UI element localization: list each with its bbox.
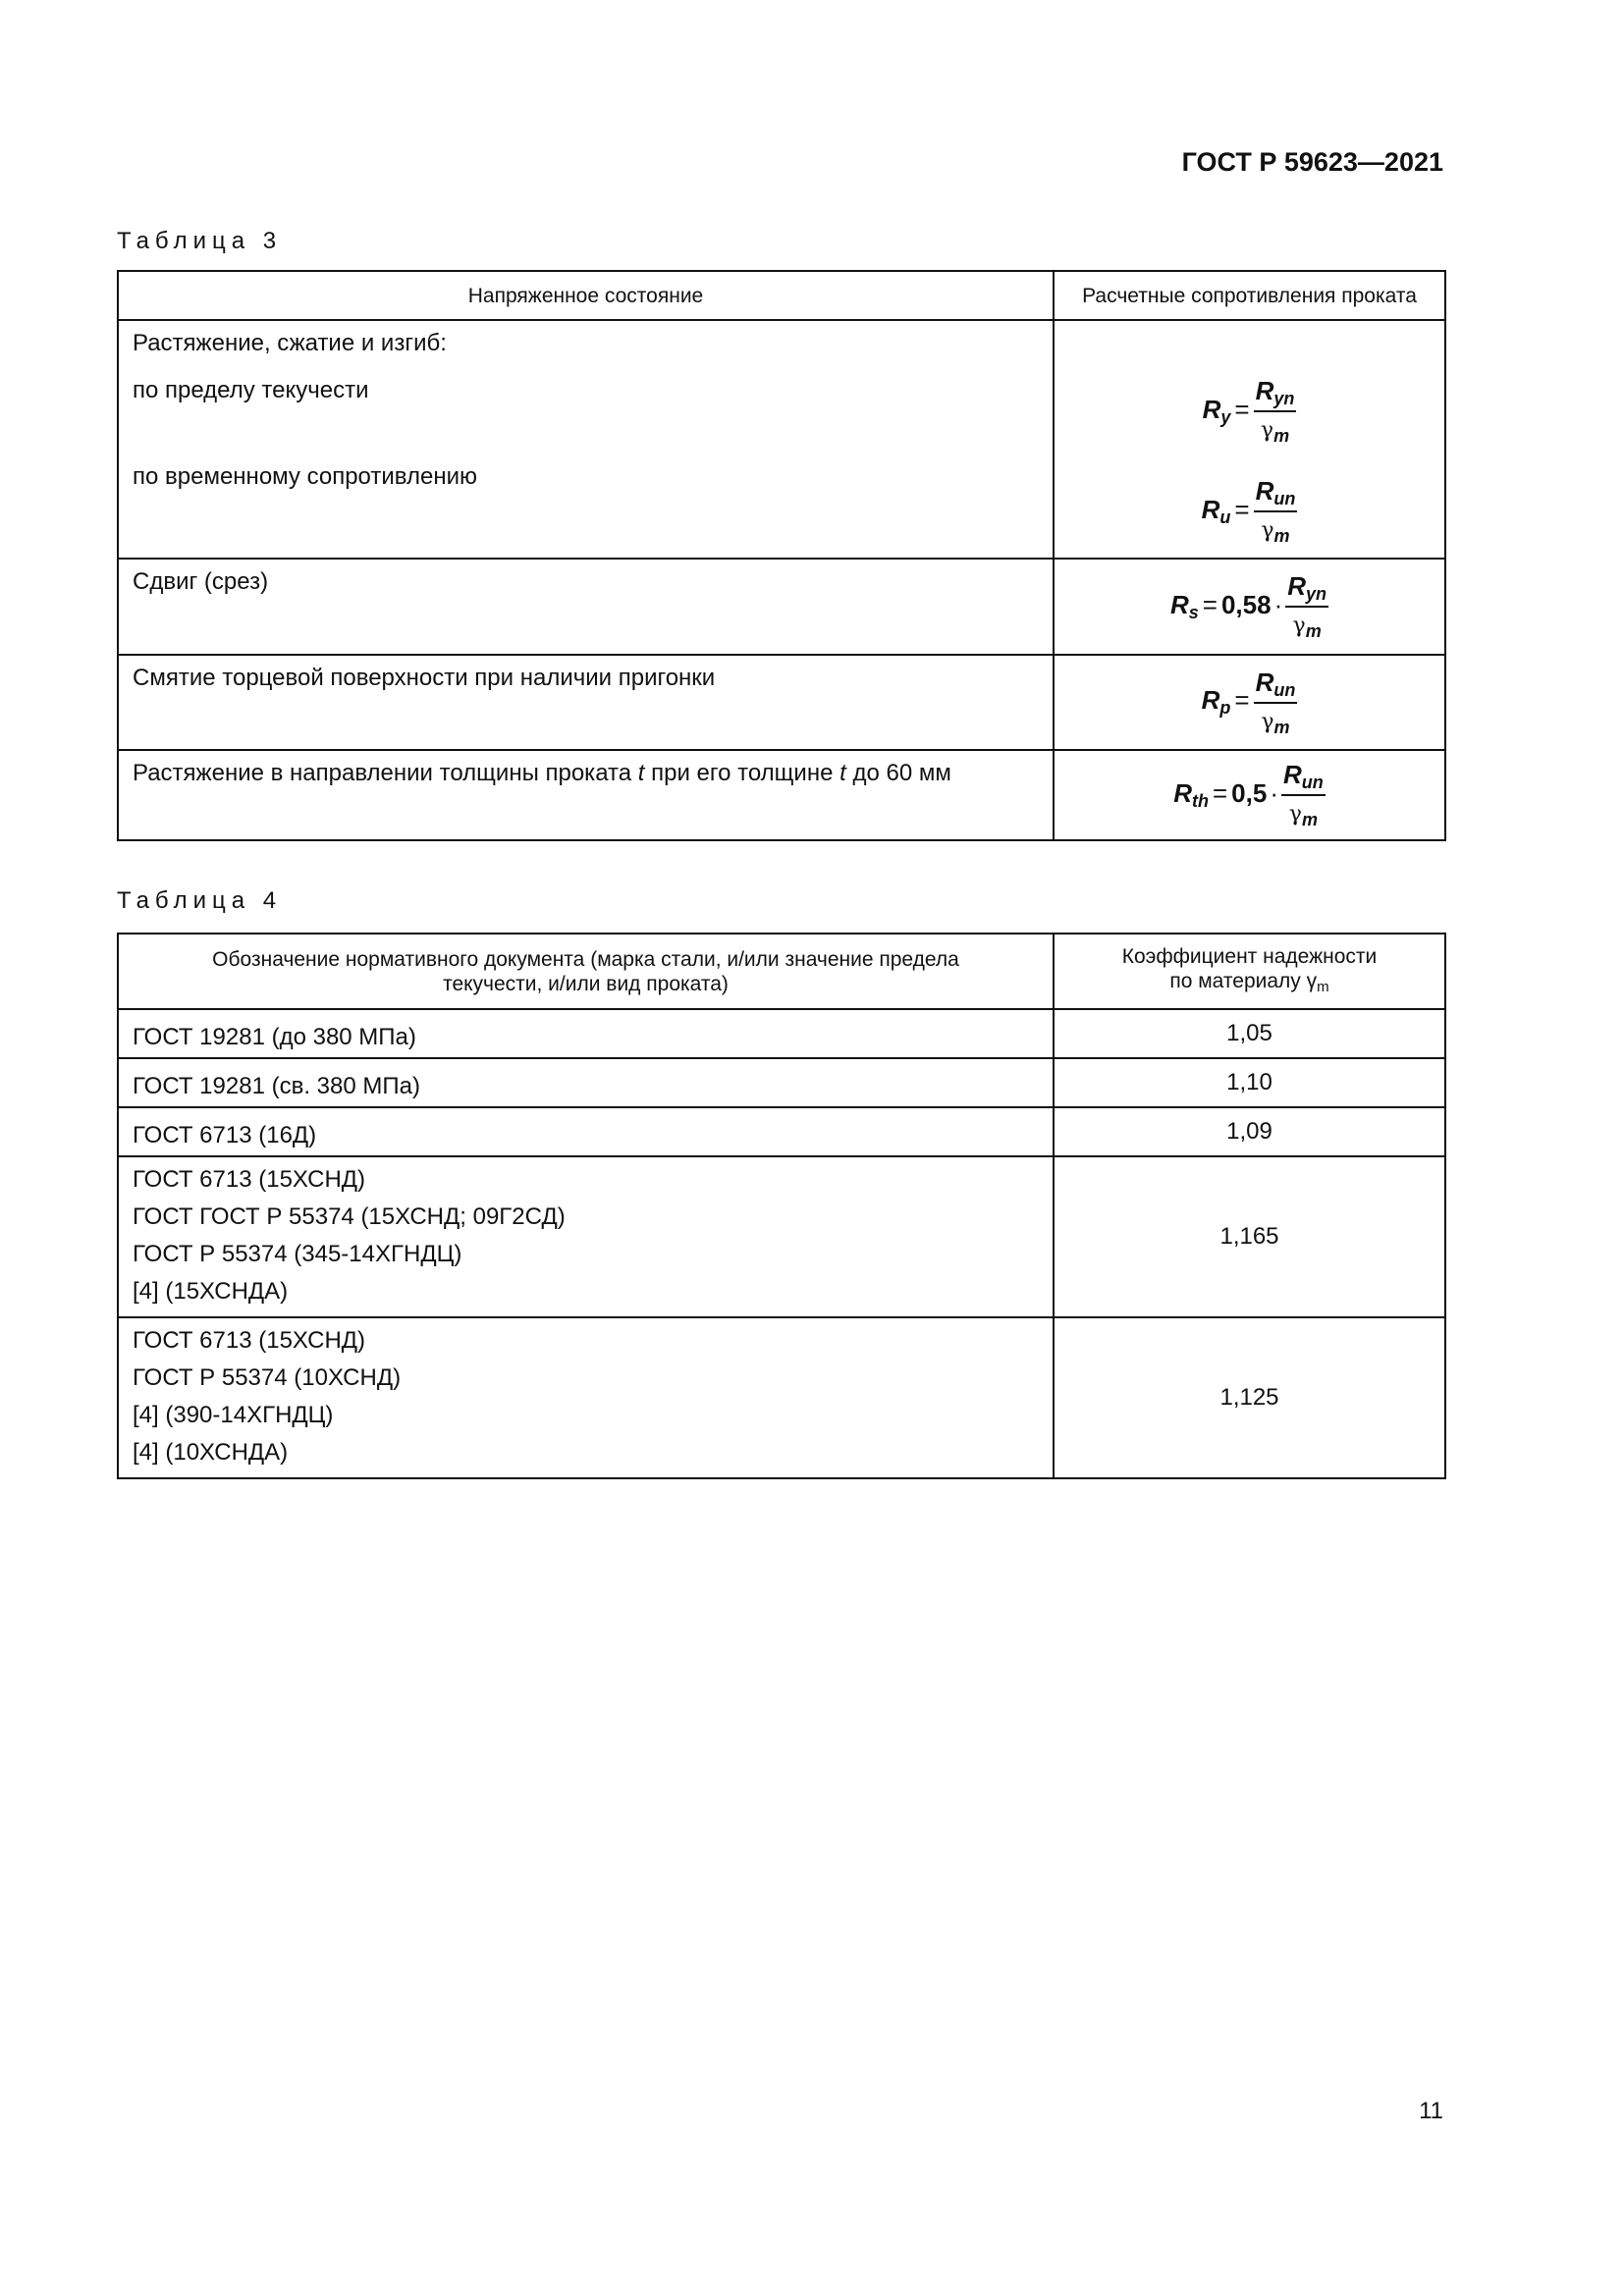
table3-row3-text: Смятие торцевой поверхности при наличии пригонки [118,655,1054,750]
table4 [117,933,1446,1479]
row1-line2: по пределу текучести [133,377,369,403]
table3-row3-formula-cell [1054,655,1445,750]
table3-col2-header: Расчетные сопротивления проката [1054,271,1445,320]
table4-row-doc: ГОСТ 19281 (св. 380 МПа) [118,1058,1054,1107]
formula-rth: $R_{th} = 0,5$ · $\frac{R_{un}}{\gamma_m}$ [1173,760,1324,829]
table3-row4-text: Растяжение в направлении толщины проката t при его толщине t до 60 мм [118,750,1054,840]
formula-ru: $R_u$ = $\frac{R_{un}}{\gamma_m}$ [1201,476,1296,546]
row1-line1: Растяжение, сжатие и изгиб: [133,330,447,356]
formula-rs-lhs: $R_s$ [1169,589,1199,622]
table3-row2-formula-cell [1054,559,1445,655]
table4-col1-header: Обозначение нормативного документа (марка стали, и/или значение предела текучести, и/или вид проката) [118,934,1054,1009]
table3 [117,270,1446,841]
formula-ry-fraction: $\frac{R_{yn}}{\gamma_m}$ [1255,376,1295,446]
table4-row-value: 1,165 [1054,1156,1445,1317]
table4-row-value: 1,125 [1054,1317,1445,1478]
table4-caption: Таблица 4 [117,887,283,914]
table3-row1-text [118,320,1054,559]
formula-rp-lhs: $R_p$ [1201,685,1231,719]
formula-rth-fraction: $\frac{R_{un}}{\gamma_m}$ [1283,760,1324,829]
formula-rp: $R_p$ = $\frac{R_{un}}{\gamma_m}$ [1201,667,1296,737]
table3-col1-header: Напряженное состояние [118,271,1054,320]
table4-row-value: 1,09 [1054,1107,1445,1156]
table4-col2-header-line2: по материалу [1169,969,1307,992]
table4-row-doc: ГОСТ 6713 (16Д) [118,1107,1054,1156]
formula-rp-fraction: $\frac{R_{un}}{\gamma_m}$ [1255,667,1296,737]
thickness-symbol: t [637,760,645,786]
table4-row-doc: ГОСТ 19281 (до 380 МПа) [118,1009,1054,1058]
table4-row-doc: ГОСТ 6713 (15ХСНД) ГОСТ ГОСТ Р 55374 (15ХСНД; 09Г2СД) ГОСТ Р 55374 (345-14ХГНДЦ) [4] (15ХСНДА) [118,1156,1054,1317]
gamma-m-symbol: $\gamma_m$ [1306,969,1329,995]
table4-row-value: 1,05 [1054,1009,1445,1058]
table4-row-doc: ГОСТ 6713 (15ХСНД) ГОСТ Р 55374 (10ХСНД) [4] (390-14ХГНДЦ) [4] (10ХСНДА) [118,1317,1054,1478]
table3-row1-formulas [1054,320,1445,559]
formula-rs-fraction: $\frac{R_{yn}}{\gamma_m}$ [1287,571,1327,641]
page-number: 11 [1419,2098,1443,2124]
formula-ru-fraction: $\frac{R_{un}}{\gamma_m}$ [1255,476,1296,546]
document-code: ГОСТ Р 59623—2021 [1181,147,1443,177]
table3-row4-formula-cell [1054,750,1445,840]
table4-col2-header [1054,934,1445,1009]
formula-ru-lhs: $R_u$ [1201,494,1231,527]
table4-row-value: 1,10 [1054,1058,1445,1107]
formula-ry: $R_y$ = $\frac{R_{yn}}{\gamma_m}$ [1202,376,1295,446]
thickness-symbol: t [839,760,846,786]
table3-caption: Таблица 3 [117,228,283,254]
formula-ry-lhs: $R_y$ [1202,394,1231,427]
table3-row2-text: Сдвиг (срез) [118,559,1054,655]
formula-rth-lhs: $R_{th}$ [1173,777,1209,811]
row1-line3: по временному сопротивлению [133,463,477,490]
formula-rs: $R_s = 0,58$ · $\frac{R_{yn}}{\gamma_m}$ [1169,571,1327,641]
table4-col2-header-line1: Коэффициент надежности [1121,944,1378,968]
